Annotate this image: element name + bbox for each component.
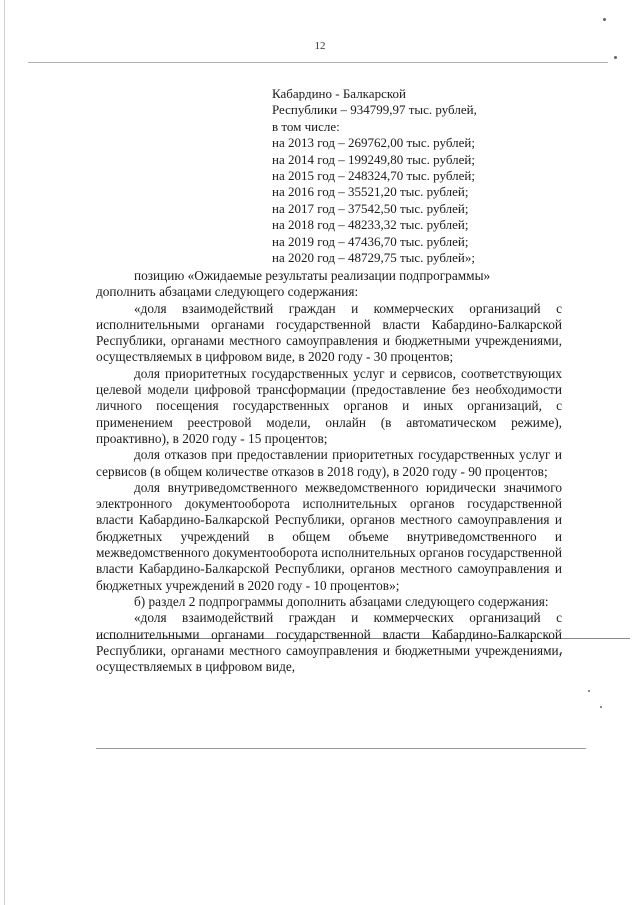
finance-line: на 2017 год – 37542,50 тыс. рублей; — [272, 200, 469, 216]
finance-line: на 2020 год – 48729,75 тыс. рублей»; — [272, 249, 475, 265]
scan-line-top — [28, 62, 608, 63]
paragraph: доля внутриведомственного межведомственного юридически значимого электронного документооборота исполнительных органов государственной власти Кабардино-Балкарской Республики, органов местного самоуправления и бюджетных учреждений в общем объеме внутриведомственного и межведомственного документооборота исполнительных органов государственной власти Кабардино-Балкарской Республики, органов местного самоуправления и бюджетных учреждений в 2020 году - 10 процентов»; — [96, 479, 562, 593]
finance-line: на 2019 год – 47436,70 тыс. рублей; — [272, 233, 469, 249]
finance-line: в том числе: — [272, 118, 340, 134]
paragraph: б) раздел 2 подпрограммы дополнить абзацами следующего содержания: — [134, 593, 549, 609]
scan-edge-left — [4, 0, 5, 905]
finance-line: на 2018 год – 48233,32 тыс. рублей; — [272, 217, 469, 233]
paragraph: позицию «Ожидаемые результаты реализации подпрограммы» — [134, 268, 491, 283]
scan-speck — [603, 18, 606, 21]
scan-speck — [600, 706, 602, 708]
paragraph: «доля взаимодействий граждан и коммерческих организаций с исполнительными органами государственной власти Кабардино-Балкарской Республики, органами местного самоуправления и бюджетными учреждениями, осуществляемых в цифровом виде, в 2020 году - 30 процентов; — [96, 300, 562, 365]
scan-line-bottom — [96, 748, 586, 749]
finance-line: на 2015 год – 248324,70 тыс. рублей; — [272, 167, 475, 183]
finance-line: Республики – 934799,97 тыс. рублей, — [272, 102, 477, 118]
scan-speck — [588, 690, 590, 692]
paragraph: доля приоритетных государственных услуг и сервисов, соответствующих целевой модели цифровой трансформации (предоставление без необходимости личного посещения государственных органов и иных организаций, с применением реестровой модели, онлайн (в автоматическом режиме), проактивно), в 2020 году - 15 процентов; — [96, 365, 562, 446]
body-text — [96, 268, 562, 675]
scan-speck — [614, 56, 617, 59]
page-number: 12 — [314, 40, 326, 52]
finance-line: на 2016 год – 35521,20 тыс. рублей; — [272, 184, 469, 200]
finance-line: на 2014 год – 199249,80 тыс. рублей; — [272, 151, 475, 167]
finance-line: на 2013 год – 269762,00 тыс. рублей; — [272, 135, 475, 151]
paragraph: доля отказов при предоставлении приоритетных государственных услуг и сервисов (в общем количестве отказов в 2018 году), в 2020 году - 90 процентов; — [96, 447, 562, 479]
finance-block — [272, 86, 477, 266]
paragraph: дополнить абзацами следующего содержания: — [96, 284, 359, 300]
finance-line: Кабардино - Балкарской — [272, 86, 406, 101]
paragraph: «доля взаимодействий граждан и коммерческих организаций с исполнительными органами государственной власти Кабардино-Балкарской Республики, органами местного самоуправления и бюджетными учреждениями, осуществляемых в цифровом виде, — [96, 610, 562, 675]
